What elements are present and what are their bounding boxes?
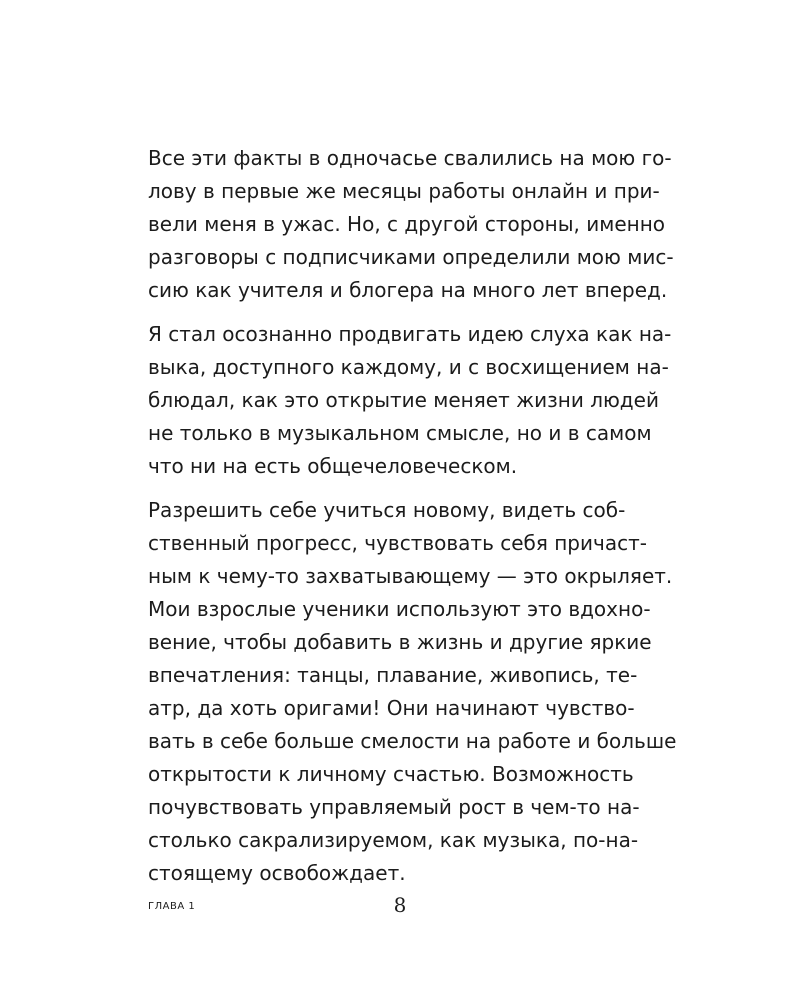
text-line: разговоры с подписчиками определили мою мис- [148,245,674,269]
paragraph-2 [148,318,678,483]
text-line: вать в себе больше смелости на работе и больше [148,729,677,753]
text-line: столько сакрализируемом, как музыка, по-на- [148,828,639,852]
text-line: открытости к личному счастью. Возможность [148,762,634,786]
text-line: лову в первые же месяцы работы онлайн и при- [148,179,660,203]
page-number: 8 [393,893,407,917]
text-line: сию как учителя и блогера на много лет вперед. [148,278,668,302]
text-line: Мои взрослые ученики используют это вдохно- [148,597,651,621]
text-line: атр, да хоть оригами! Они начинают чувство- [148,696,635,720]
text-line: вение, чтобы добавить в жизнь и другие яркие [148,630,652,654]
text-line: выка, доступного каждому, и с восхищением на- [148,355,669,379]
text-line: Все эти факты в одночасье свалились на мою го- [148,146,672,170]
text-line: вели меня в ужас. Но, с другой стороны, именно [148,212,666,236]
text-line: ственный прогресс, чувствовать себя причаст- [148,531,647,555]
text-line: блюдал, как это открытие меняет жизни людей [148,388,659,412]
text-line: что ни на есть общечеловеческом. [148,454,518,478]
text-line: впечатления: танцы, плавание, живопись, те- [148,663,638,687]
text-line: ным к чему-то захватывающему — это окрыляет. [148,564,673,588]
chapter-label: ГЛАВА 1 [148,901,196,912]
text-line: почувствовать управляемый рост в чем-то на- [148,795,640,819]
paragraph-3 [148,494,678,890]
body-text [148,142,678,901]
paragraph-1 [148,142,678,307]
text-line: Разрешить себе учиться новому, видеть соб- [148,498,626,522]
text-line: не только в музыкальном смысле, но и в самом [148,421,652,445]
text-line: стоящему освобождает. [148,861,406,885]
text-line: Я стал осознанно продвигать идею слуха как на- [148,322,672,346]
